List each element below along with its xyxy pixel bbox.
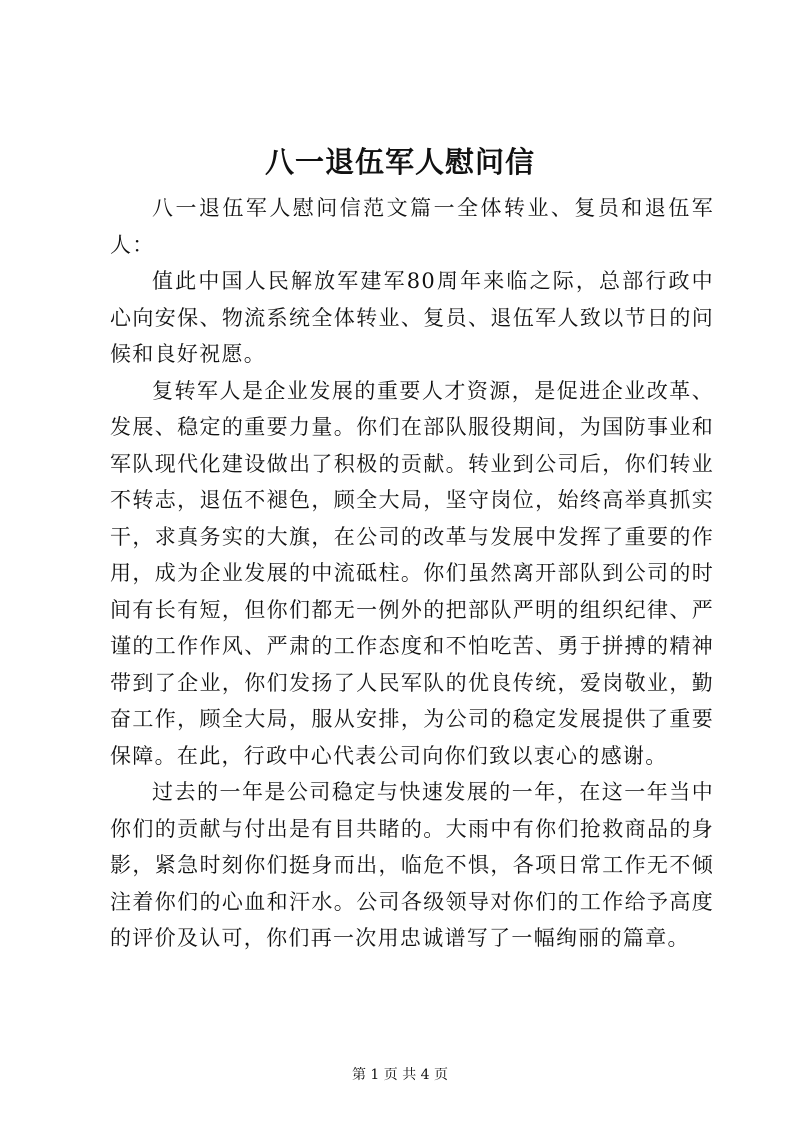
document-body — [110, 190, 714, 957]
paragraph-opening: 值此中国人民解放军建军80周年来临之际，总部行政中心向安保、物流系统全体转业、复员、退伍军人致以节日的问候和良好祝愿。 — [110, 269, 714, 366]
paragraph-contribution: 复转军人是企业发展的重要人才资源，是促进企业改革、发展、稳定的重要力量。你们在部队服役期间，为国防事业和军队现代化建设做出了积极的贡献。转业到公司后，你们转业不转志，退伍不褪色，顾全大局，坚守岗位，始终高举真抓实干，求真务实的大旗，在公司的改革与发展中发挥了重要的作用，成为企业发展的中流砥柱。你们虽然离开部队到公司的时间有长有短，但你们都无一例外的把部队严明的组织纪律、严谨的工作作风、严肃的工作态度和不怕吃苦、勇于拼搏的精神带到了企业，你们发扬了人民军队的优良传统，爱岗敬业，勤奋工作，顾全大局，服从安排，为公司的稳定发展提供了重要保障。在此，行政中心代表公司向你们致以衷心的感谢。 — [110, 378, 714, 768]
paragraph-past-year: 过去的一年是公司稳定与快速发展的一年，在这一年当中你们的贡献与付出是有目共睹的。大雨中有你们抢救商品的身影，紧急时刻你们挺身而出，临危不惧，各项日常工作无不倾注着你们的心血和汗水。公司各级领导对你们的工作给予高度的评价及认可，你们再一次用忠诚谱写了一幅绚丽的篇章。 — [110, 780, 714, 950]
paragraph-greeting: 八一退伍军人慰问信范文篇一全体转业、复员和退伍军人： — [110, 196, 714, 257]
page-footer: 第 1 页 共 4 页 — [351, 1067, 449, 1083]
document-title: 八一退伍军人慰问信 — [264, 145, 535, 179]
